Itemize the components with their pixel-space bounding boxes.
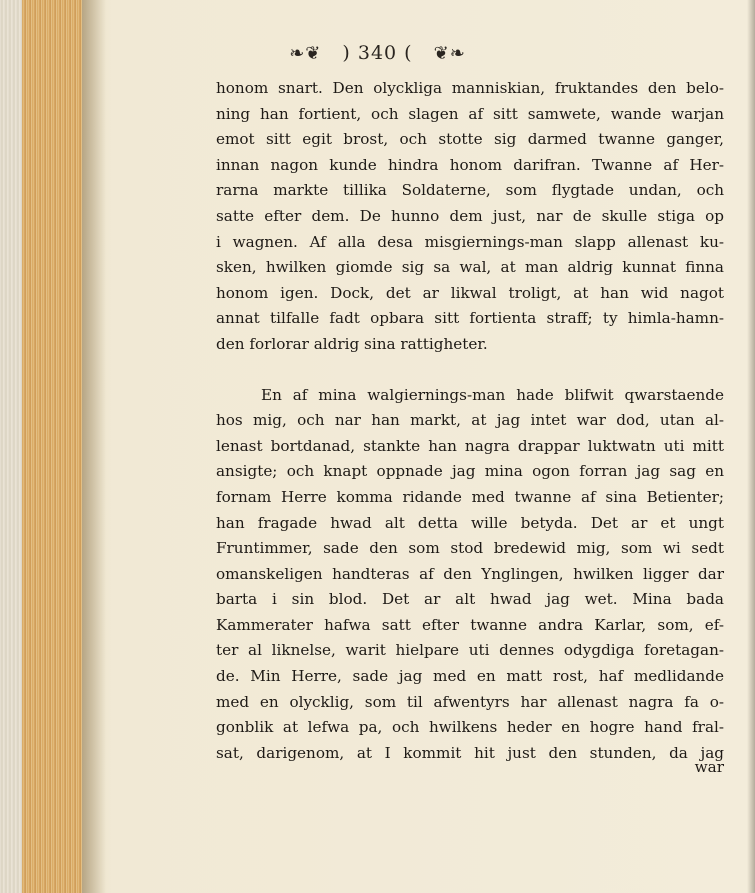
text-line: hos mig, och nar han markt, at jag intet war dod, utan al-	[216, 411, 724, 430]
text-line: Kammerater hafwa satt efter twanne andra Karlar, som, ef-	[216, 615, 724, 634]
gutter-shadow	[82, 0, 106, 893]
page-number: ) 340 (	[342, 42, 413, 64]
catchword: war	[694, 758, 724, 776]
text-line: ning han fortient, och slagen af sitt samwete, wande warjan	[216, 104, 724, 123]
page-right-edge	[747, 0, 755, 893]
text-line: sken, hwilken giomde sig sa wal, at man aldrig kunnat finna	[216, 258, 724, 277]
text-line: rarna markte tillika Soldaterne, som flygtade undan, och	[216, 181, 724, 200]
page-fore-edge	[22, 0, 82, 893]
body-text	[216, 76, 724, 766]
book-edge-left	[0, 0, 22, 893]
text-line: de. Min Herre, sade jag med en matt rost, haf medlidande	[216, 667, 724, 686]
paragraph-2	[216, 383, 724, 767]
paragraph-1	[216, 76, 724, 358]
paragraph-gap	[216, 358, 724, 383]
text-line: lenast bortdanad, stankte han nagra drappar luktwatn uti mitt	[216, 436, 724, 455]
text-line: ansigte; och knapt oppnade jag mina ogon forran jag sag en	[216, 462, 724, 481]
text-line: En af mina walgiernings-man hade blifwit qwarstaende	[261, 385, 724, 404]
text-line: sat, darigenom, at I kommit hit just den stunden, da jag	[216, 743, 724, 762]
page-header	[0, 42, 755, 64]
text-line: emot sitt egit brost, och stotte sig darmed twanne ganger,	[216, 130, 724, 149]
text-line: barta i sin blod. Det ar alt hwad jag wet. Mina bada	[216, 590, 724, 609]
text-line: satte efter dem. De hunno dem just, nar de skulle stiga op	[216, 206, 724, 225]
text-line: honom igen. Dock, det ar likwal troligt, at han wid nagot	[216, 283, 724, 302]
text-line: han fragade hwad alt detta wille betyda. Det ar et ungt	[216, 513, 724, 532]
text-line: honom snart. Den olyckliga manniskian, fruktandes den belo-	[216, 79, 724, 97]
text-line: fornam Herre komma ridande med twanne af sina Betienter;	[216, 487, 724, 506]
ornament-right-icon: ❦❧	[433, 43, 466, 64]
text-line: innan nagon kunde hindra honom darifran. Twanne af Her-	[216, 155, 724, 174]
ornament-left-icon: ❧❦	[289, 43, 322, 64]
text-line: omanskeligen handteras af den Ynglingen, hwilken ligger dar	[216, 564, 724, 583]
text-line: med en olycklig, som til afwentyrs har allenast nagra fa o-	[216, 692, 724, 711]
text-line: annat tilfalle fadt opbara sitt fortienta straff; ty himla-hamn-	[216, 309, 724, 328]
text-line: gonblik at lefwa pa, och hwilkens heder en hogre hand fral-	[216, 718, 724, 737]
text-line: den forlorar aldrig sina rattigheter.	[216, 334, 488, 353]
text-line: Fruntimmer, sade den som stod bredewid mig, som wi sedt	[216, 539, 724, 558]
text-line: ter al liknelse, warit hielpare uti dennes odygdiga foretagan-	[216, 641, 724, 660]
text-line: i wagnen. Af alla desa misgiernings-man slapp allenast ku-	[216, 232, 724, 251]
